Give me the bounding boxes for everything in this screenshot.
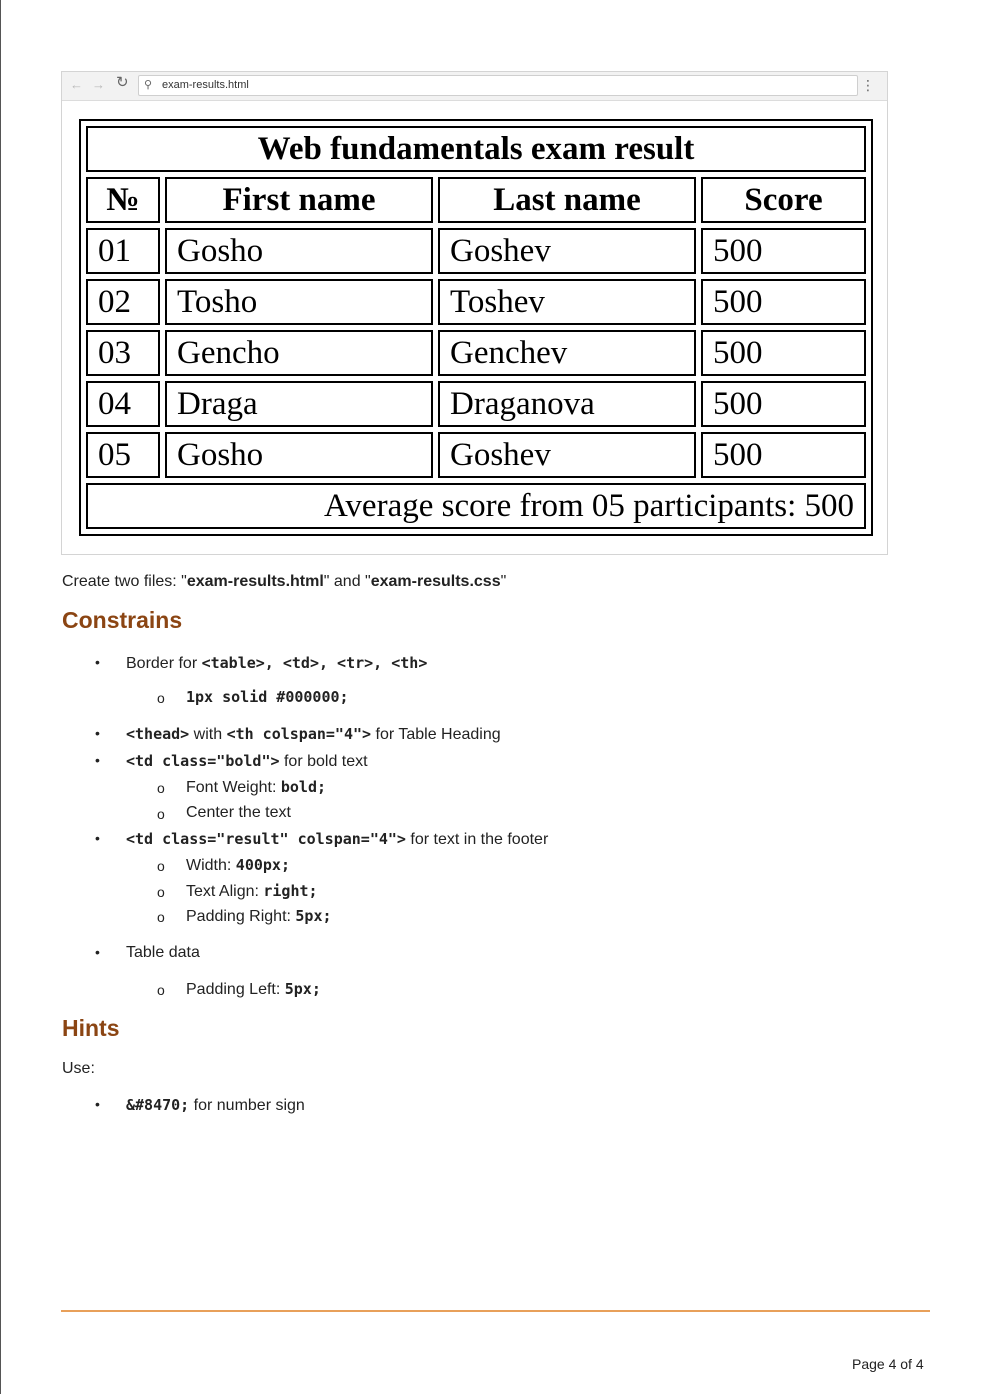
sub-bullet-icon: o — [157, 780, 165, 796]
bullet-icon: • — [95, 1096, 100, 1112]
constraint-text: for text in the footer — [405, 831, 549, 848]
address-bar[interactable] — [138, 75, 858, 96]
cell-last-name: Goshev — [438, 228, 696, 274]
cell-score: 500 — [701, 432, 866, 478]
cell-score: 500 — [701, 228, 866, 274]
constraint-bold-center — [186, 804, 291, 822]
cell-last-name: Toshev — [438, 279, 696, 325]
menu-kebab-icon[interactable]: ⋮ — [861, 77, 875, 93]
table-row — [86, 279, 866, 325]
constraint-table-data-padding — [186, 980, 321, 999]
footer-divider — [61, 1310, 930, 1312]
bullet-icon: • — [95, 654, 100, 670]
hint-text: for number sign — [189, 1097, 305, 1114]
cell-first-name: Gosho — [165, 228, 433, 274]
constraint-text: Center the text — [186, 804, 291, 821]
constraint-code: <td class="bold"> — [126, 752, 280, 770]
table-row — [86, 330, 866, 376]
header-last-name: Last name — [438, 177, 696, 223]
constraint-border-value — [186, 688, 349, 707]
constraint-result-padding — [186, 907, 332, 926]
forward-arrow-icon[interactable]: → — [92, 77, 105, 92]
constraint-code: <table>, <td>, <tr>, <th> — [201, 654, 428, 672]
constraint-text: Padding Left: — [186, 981, 285, 998]
constraint-text: with — [189, 726, 227, 743]
header-first-name: First name — [165, 177, 433, 223]
table-footer-average: Average score from 05 participants: 500 — [86, 483, 866, 529]
constraint-result — [126, 830, 548, 849]
address-url: exam-results.html — [162, 79, 249, 91]
bullet-icon: • — [95, 752, 100, 768]
constraint-bold-weight — [186, 778, 326, 797]
table-row — [86, 228, 866, 274]
intro-paragraph — [62, 573, 506, 591]
constraint-text: Padding Right: — [186, 908, 296, 925]
sub-bullet-icon: o — [157, 858, 165, 874]
cell-first-name: Draga — [165, 381, 433, 427]
cell-score: 500 — [701, 381, 866, 427]
reload-icon[interactable]: ↻ — [116, 74, 129, 91]
constraint-bold — [126, 752, 368, 771]
page-left-edge — [0, 0, 1, 1394]
cell-first-name: Tosho — [165, 279, 433, 325]
table-row — [86, 432, 866, 478]
cell-number: 03 — [86, 330, 160, 376]
constraint-code: bold; — [280, 778, 327, 796]
table-title: Web fundamentals exam result — [86, 126, 866, 172]
back-arrow-icon[interactable]: ← — [70, 77, 83, 92]
cell-number: 05 — [86, 432, 160, 478]
cell-last-name: Genchev — [438, 330, 696, 376]
bullet-icon: • — [95, 830, 100, 846]
constraint-text: for Table Heading — [371, 726, 501, 743]
cell-last-name: Draganova — [438, 381, 696, 427]
header-number: № — [86, 177, 160, 223]
constraint-code: <thead> — [126, 725, 190, 743]
sub-bullet-icon: o — [157, 884, 165, 900]
constraint-text: Width: — [186, 857, 236, 874]
sub-bullet-icon: o — [157, 982, 165, 998]
header-score: Score — [701, 177, 866, 223]
browser-screenshot — [61, 71, 888, 555]
sub-bullet-icon: o — [157, 909, 165, 925]
constraint-code: 400px; — [235, 856, 290, 874]
file-name-css: exam-results.css — [370, 573, 501, 590]
cell-last-name: Goshev — [438, 432, 696, 478]
file-name-html: exam-results.html — [186, 573, 324, 590]
constraint-code: 5px; — [284, 980, 321, 998]
hint-code: &#8470; — [126, 1096, 190, 1114]
bullet-icon: • — [95, 944, 100, 960]
sub-bullet-icon: o — [157, 690, 165, 706]
constraint-text: Text Align: — [186, 883, 264, 900]
cell-number: 04 — [86, 381, 160, 427]
intro-text: Create two files: " — [62, 573, 187, 590]
constraint-table-data — [126, 944, 200, 962]
sub-bullet-icon: o — [157, 806, 165, 822]
cell-score: 500 — [701, 330, 866, 376]
constraint-code: right; — [263, 882, 318, 900]
constraint-thead — [126, 725, 501, 744]
constraints-heading: Constrains — [62, 607, 183, 633]
constraint-result-width — [186, 856, 290, 875]
cell-number: 02 — [86, 279, 160, 325]
constraint-text: Table data — [126, 944, 200, 961]
search-icon: ⚲ — [144, 79, 153, 91]
constraint-result-align — [186, 882, 318, 901]
constraint-text: Border for — [126, 655, 202, 672]
constraint-code: 1px solid #000000; — [186, 688, 349, 706]
constraint-border — [126, 654, 427, 673]
constraint-code: <td class="result" colspan="4"> — [126, 830, 406, 848]
use-label: Use: — [62, 1060, 95, 1077]
table-row — [86, 381, 866, 427]
browser-toolbar — [62, 72, 887, 101]
hint-number-sign — [126, 1096, 305, 1115]
cell-score: 500 — [701, 279, 866, 325]
constraint-code: <th colspan="4"> — [226, 725, 372, 743]
intro-text: " and " — [323, 573, 371, 590]
cell-first-name: Gencho — [165, 330, 433, 376]
page-number: Page 4 of 4 — [852, 1356, 924, 1372]
hints-heading: Hints — [62, 1015, 120, 1041]
constraint-code: 5px; — [295, 907, 332, 925]
constraint-text: for bold text — [279, 753, 368, 770]
intro-text: " — [500, 573, 507, 590]
exam-result-table — [79, 119, 873, 536]
cell-number: 01 — [86, 228, 160, 274]
cell-first-name: Gosho — [165, 432, 433, 478]
constraint-text: Font Weight: — [186, 779, 281, 796]
bullet-icon: • — [95, 725, 100, 741]
